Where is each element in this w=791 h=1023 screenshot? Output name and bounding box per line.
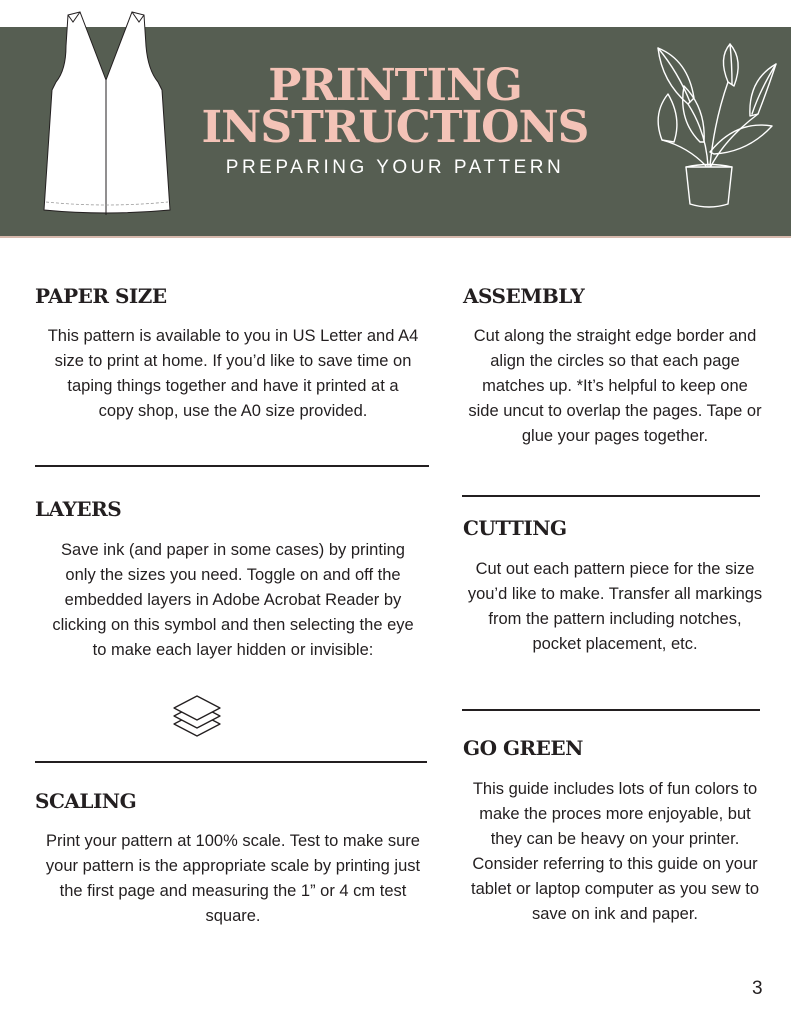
section-divider <box>462 709 760 711</box>
page-title-line2: INSTRUCTIONS <box>201 102 589 153</box>
layers-line: clicking on this symbol and then selecting the eye <box>52 616 414 634</box>
go-green-line: tablet or laptop computer as you sew to <box>471 880 759 898</box>
layers-icon <box>170 690 224 748</box>
go-green-line: save on ink and paper. <box>531 905 699 923</box>
scaling-line: square. <box>205 907 261 925</box>
assembly-line: matches up. *It’s helpful to keep one <box>482 377 748 395</box>
page-number: 3 <box>752 978 763 999</box>
go-green-line: Consider referring to this guide on your <box>472 855 758 873</box>
assembly-line: glue your pages together. <box>521 427 709 445</box>
go-green-line: This guide includes lots of fun colors to <box>472 780 758 798</box>
section-heading-assembly: ASSEMBLY <box>463 284 585 308</box>
assembly-text <box>455 324 775 449</box>
section-heading-layers: LAYERS <box>35 497 122 521</box>
section-heading-go-green: GO GREEN <box>463 736 583 760</box>
potted-plant-icon <box>648 42 780 214</box>
layers-line: embedded layers in Adobe Acrobat Reader by <box>64 591 402 609</box>
assembly-line: align the circles so that each page <box>490 352 740 370</box>
layers-line: Save ink (and paper in some cases) by printing <box>61 541 405 559</box>
banner-accent-line <box>0 236 791 238</box>
section-heading-cutting: CUTTING <box>463 516 567 540</box>
cutting-text <box>455 557 775 657</box>
page-title-line1: PRINTING <box>268 60 522 111</box>
paper-size-line: size to print at home. If you’d like to save time on <box>54 352 412 370</box>
page-subtitle: PREPARING YOUR PATTERN <box>225 157 565 178</box>
assembly-line: Cut along the straight edge border and <box>473 327 757 345</box>
cutting-line: you’d like to make. Transfer all markings <box>467 585 763 603</box>
go-green-text <box>455 777 775 927</box>
scaling-text <box>25 829 441 929</box>
scaling-line: Print your pattern at 100% scale. Test to make sure <box>46 832 420 850</box>
section-heading-paper-size: PAPER SIZE <box>35 284 167 308</box>
scaling-line: your pattern is the appropriate scale by printing just <box>45 857 421 875</box>
section-divider <box>35 465 429 467</box>
paper-size-line: taping things together and have it printed at a <box>67 377 399 395</box>
section-heading-scaling: SCALING <box>35 789 137 813</box>
cutting-line: from the pattern including notches, <box>488 610 742 628</box>
assembly-line: side uncut to overlap the pages. Tape or <box>468 402 762 420</box>
paper-size-text <box>25 324 441 424</box>
paper-size-line: copy shop, use the A0 size provided. <box>98 402 368 420</box>
cutting-line: Cut out each pattern piece for the size <box>475 560 755 578</box>
paper-size-line: This pattern is available to you in US Letter and A4 <box>47 327 419 345</box>
scaling-line: the first page and measuring the 1” or 4 cm test <box>59 882 407 900</box>
layers-line: only the sizes you need. Toggle on and off the <box>65 566 401 584</box>
go-green-line: they can be heavy on your printer. <box>490 830 740 848</box>
layers-text <box>20 538 446 663</box>
cutting-line: pocket placement, etc. <box>532 635 698 653</box>
section-divider <box>35 761 427 763</box>
section-divider <box>462 495 760 497</box>
go-green-line: make the proces more enjoyable, but <box>479 805 751 823</box>
layers-line: to make each layer hidden or invisible: <box>92 641 374 659</box>
